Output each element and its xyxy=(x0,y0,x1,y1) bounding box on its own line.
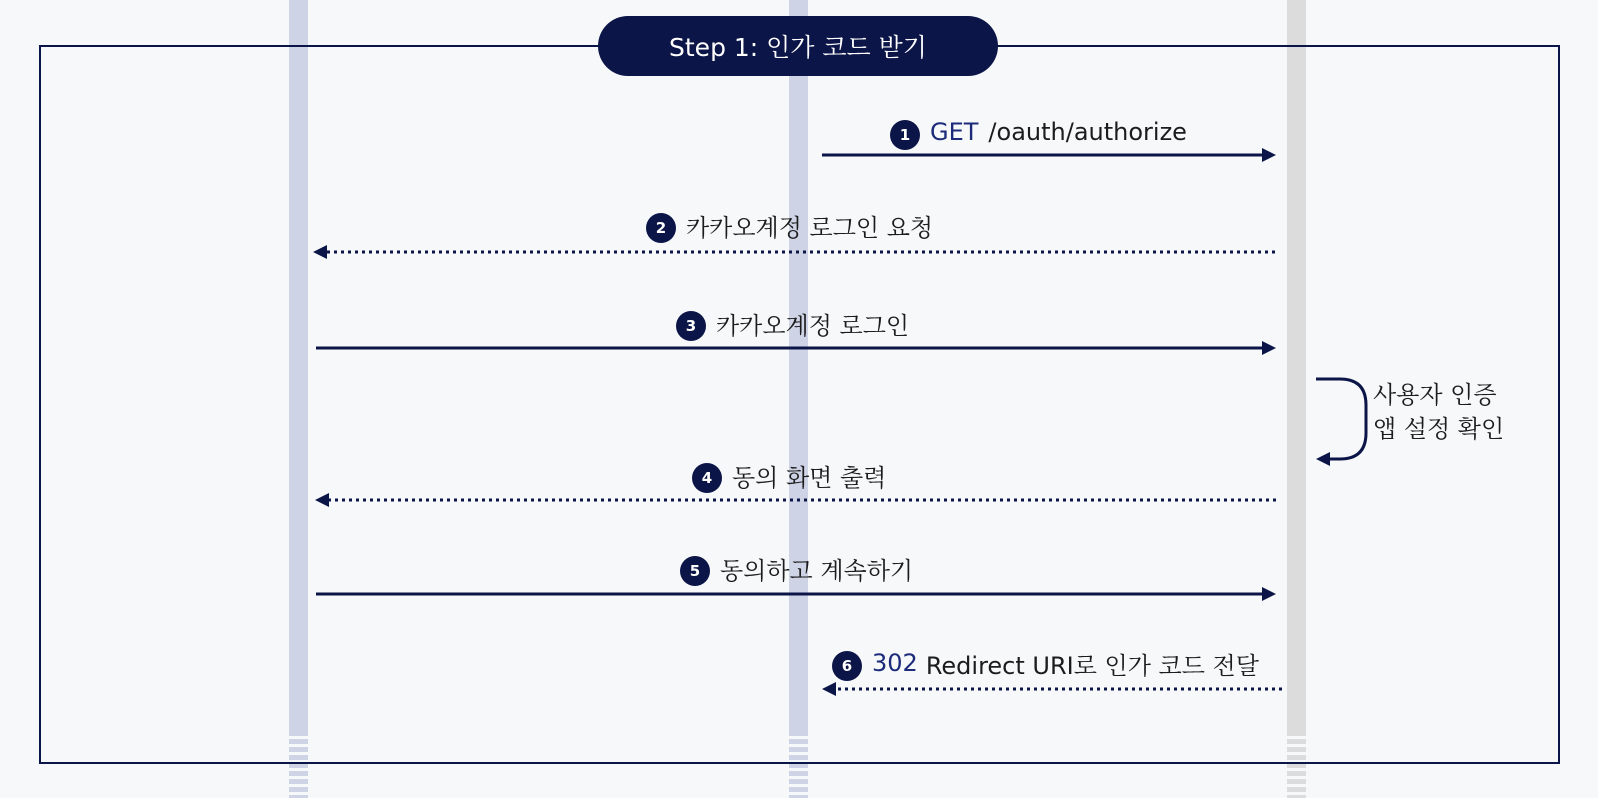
http-method: GET xyxy=(930,118,979,146)
message-text: 동의하고 계속하기 xyxy=(720,556,914,585)
arrow-6-head xyxy=(822,682,836,696)
message-2-label xyxy=(646,207,933,243)
step-number-badge: 4 xyxy=(692,463,722,493)
note-line-2: 앱 설정 확인 xyxy=(1373,415,1505,443)
arrow-2-head xyxy=(313,245,327,259)
self-loop-arrow xyxy=(1316,379,1366,459)
message-text: 카카오계정 로그인 요청 xyxy=(686,213,934,242)
message-5-label xyxy=(680,550,913,586)
message-3-label xyxy=(676,305,909,341)
message-text: Redirect URI로 인가 코드 전달 xyxy=(925,651,1259,680)
http-status: 302 xyxy=(872,649,918,677)
message-1-label xyxy=(890,114,1187,150)
step-title: Step 1: 인가 코드 받기 xyxy=(598,16,998,76)
message-6-label xyxy=(832,645,1259,681)
arrow-5-head xyxy=(1262,587,1276,601)
step-number-badge: 1 xyxy=(890,120,920,150)
step-number-badge: 6 xyxy=(832,651,862,681)
arrow-4-head xyxy=(315,493,329,507)
note-line-1: 사용자 인증 xyxy=(1373,381,1497,409)
message-text: 카카오계정 로그인 xyxy=(716,311,910,340)
step-number-badge: 5 xyxy=(680,556,710,586)
arrow-3-head xyxy=(1262,341,1276,355)
message-text: /oauth/authorize xyxy=(988,118,1187,146)
arrow-1-head xyxy=(1262,148,1276,162)
self-loop-head xyxy=(1316,452,1330,466)
message-text: 동의 화면 출력 xyxy=(732,463,887,492)
step-number-badge: 2 xyxy=(646,213,676,243)
step-number-badge: 3 xyxy=(676,311,706,341)
self-check-note xyxy=(1373,378,1504,446)
message-4-label xyxy=(692,457,886,493)
